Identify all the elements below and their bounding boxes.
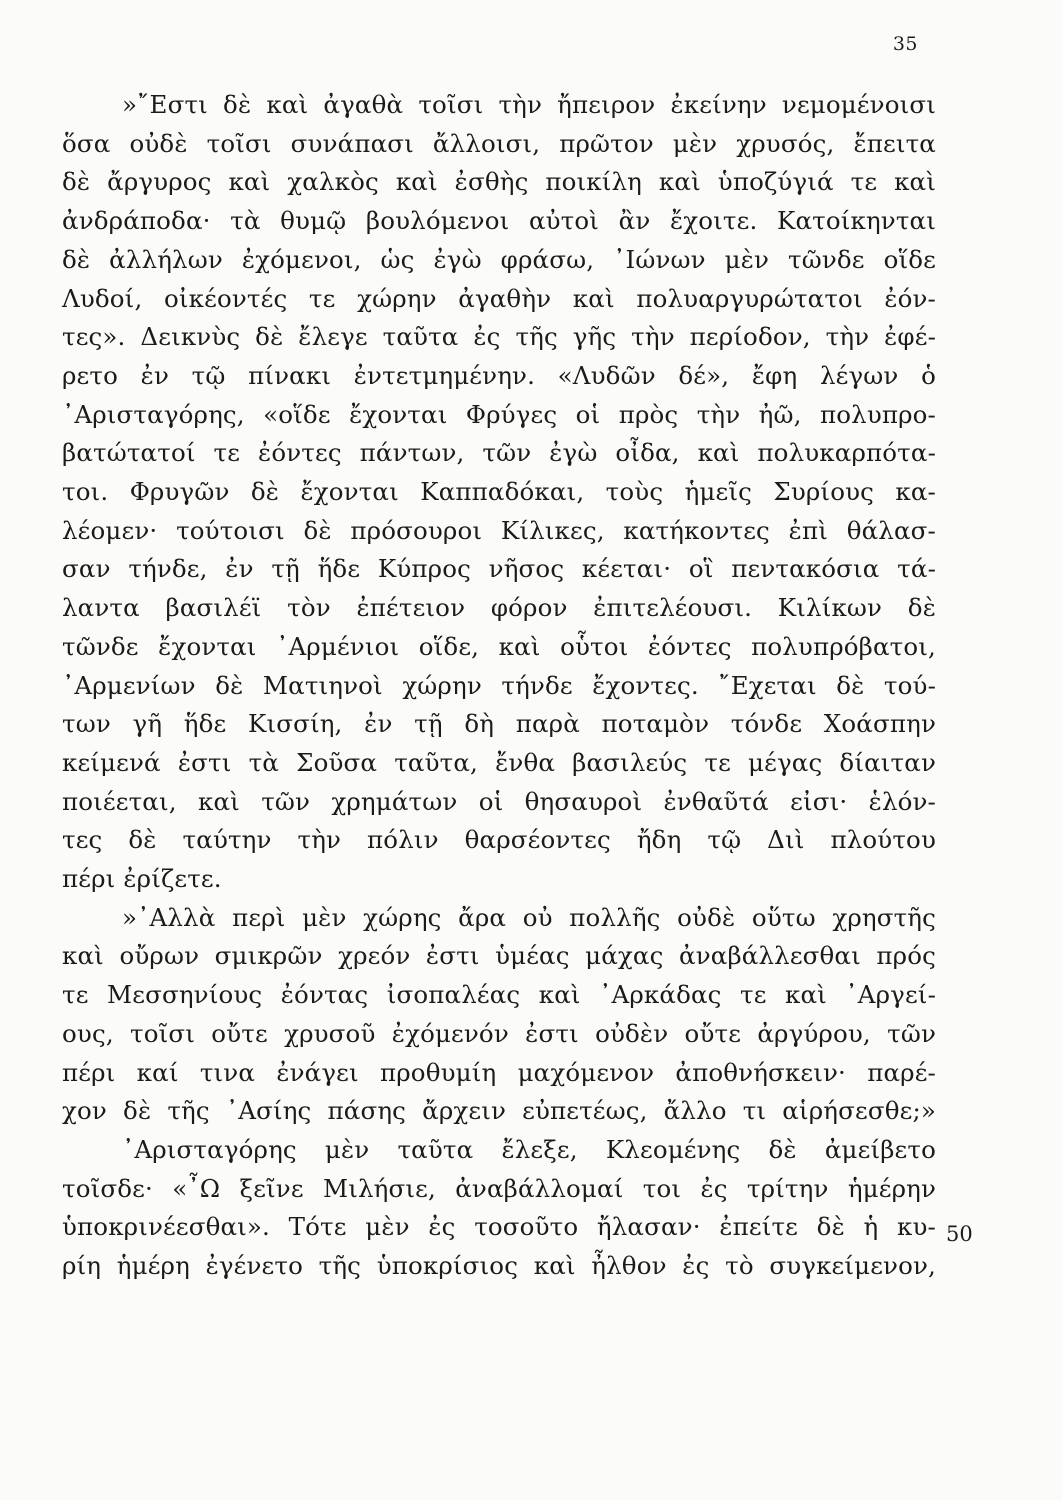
text-line: των γῆ ἥδε Κισσίη, ἐν τῇ δὴ παρὰ ποταμὸν τόνδε Χοάσπην: [62, 709, 936, 739]
text-line: ᾽Αρμενίων δὲ Ματιηνοὶ χώρην τήνδε ἔχοντες. ῎Εχεται δὲ τού-: [62, 670, 936, 700]
text-line: τες». Δεικνὺς δὲ ἔλεγε ταῦτα ἐς τῆς γῆς τὴν περίοδον, τὴν ἐφέ-: [62, 322, 936, 352]
text-line: ὑποκρινέεσθαι». Τότε μὲν ἐς τοσοῦτο ἤλασαν· ἐπείτε δὲ ἡ κυ-: [62, 1212, 936, 1242]
text-line: δὲ ἄργυρος καὶ χαλκὸς καὶ ἐσθὴς ποικίλη καὶ ὑποζύγιά τε καὶ: [62, 167, 936, 197]
text-line: »᾽Αλλὰ περὶ μὲν χώρης ἄρα οὐ πολλῆς οὐδὲ οὕτω χρηστῆς: [122, 902, 936, 932]
text-line: ᾽Αρισταγόρης, «οἵδε ἔχονται Φρύγες οἱ πρὸς τὴν ἠῶ, πολυπρο-: [62, 399, 936, 429]
text-line: βατώτατοί τε ἐόντες πάντων, τῶν ἐγὼ οἶδα, καὶ πολυκαρπότα-: [62, 438, 936, 468]
text-line: κείμενά ἐστι τὰ Σοῦσα ταῦτα, ἔνθα βασιλεύς τε μέγας δίαιταν: [62, 747, 936, 777]
text-line: τοι. Φρυγῶν δὲ ἔχονται Καππαδόκαι, τοὺς ἡμεῖς Συρίους κα-: [62, 477, 936, 506]
text-line: ρετο ἐν τῷ πίνακι ἐντετμημένην. «Λυδῶν δέ», ἔφη λέγων ὁ: [62, 360, 936, 390]
text-line: τοῖσδε· «῏Ω ξεῖνε Μιλήσιε, ἀναβάλλομαί τοι ἐς τρίτην ἡμέρην: [62, 1173, 936, 1203]
text-line: χον δὲ τῆς ᾽Ασίης πάσης ἄρχειν εὐπετέως, ἄλλο τι αἱρήσεσθε;»: [62, 1096, 936, 1126]
text-line: τες δὲ ταύτην τὴν πόλιν θαρσέοντες ἤδη τῷ Διὶ πλούτου: [62, 825, 936, 855]
line-number-margin: 50: [946, 1222, 973, 1246]
text-line: λέομεν· τούτοισι δὲ πρόσουροι Κίλικες, κατήκοντες ἐπὶ θάλασ-: [62, 515, 936, 545]
text-line: δὲ ἀλλήλων ἐχόμενοι, ὡς ἐγὼ φράσω, ᾽Ιώνων μὲν τῶνδε οἵδε: [62, 244, 936, 274]
text-line: λαντα βασιλέϊ τὸν ἐπέτειον φόρον ἐπιτελέουσι. Κιλίκων δὲ: [62, 593, 936, 623]
text-line: πέρι ἐρίζετε.: [62, 864, 222, 893]
text-line: »῎Εστι δὲ καὶ ἀγαθὰ τοῖσι τὴν ἤπειρον ἐκείνην νεμομένοισι: [122, 90, 936, 119]
text-line: ρίη ἡμέρη ἐγένετο τῆς ὑποκρίσιος καὶ ἦλθον ἐς τὸ συγκείμενον,: [62, 1251, 936, 1280]
text-line: τε Μεσσηνίους ἐόντας ἰσοπαλέας καὶ ᾽Αρκάδας τε καὶ ᾽Αργεί-: [62, 980, 936, 1010]
text-line: ους, τοῖσι οὔτε χρυσοῦ ἐχόμενόν ἐστι οὐδὲν οὔτε ἀργύρου, τῶν: [62, 1018, 936, 1048]
text-line: τῶνδε ἔχονται ᾽Αρμένιοι οἵδε, καὶ οὗτοι ἐόντες πολυπρόβατοι,: [62, 631, 936, 661]
text-line: ἀνδράποδα· τὰ θυμῷ βουλόμενοι αὐτοὶ ἂν ἔχοιτε. Κατοίκηνται: [62, 206, 936, 236]
text-line: καὶ οὔρων σμικρῶν χρεόν ἐστι ὑμέας μάχας ἀναβάλλεσθαι πρός: [62, 941, 936, 971]
page-number: 35: [892, 33, 918, 55]
text-line: σαν τήνδε, ἐν τῇ ἥδε Κύπρος νῆσος κέεται· οἳ πεντακόσια τά-: [62, 554, 936, 584]
text-line: Λυδοί, οἰκέοντές τε χώρην ἀγαθὴν καὶ πολυαργυρώτατοι ἐόν-: [62, 283, 936, 313]
text-line: ὅσα οὐδὲ τοῖσι συνάπασι ἄλλοισι, πρῶτον μὲν χρυσός, ἔπειτα: [62, 128, 936, 158]
text-line: ποιέεται, καὶ τῶν χρημάτων οἱ θησαυροὶ ἐνθαῦτά εἰσι· ἑλόν-: [62, 786, 936, 816]
text-line: πέρι καί τινα ἐνάγει προθυμίη μαχόμενον ἀποθνήσκειν· παρέ-: [62, 1057, 936, 1087]
text-line: ᾽Αρισταγόρης μὲν ταῦτα ἔλεξε, Κλεομένης δὲ ἀμείβετο: [122, 1134, 936, 1164]
